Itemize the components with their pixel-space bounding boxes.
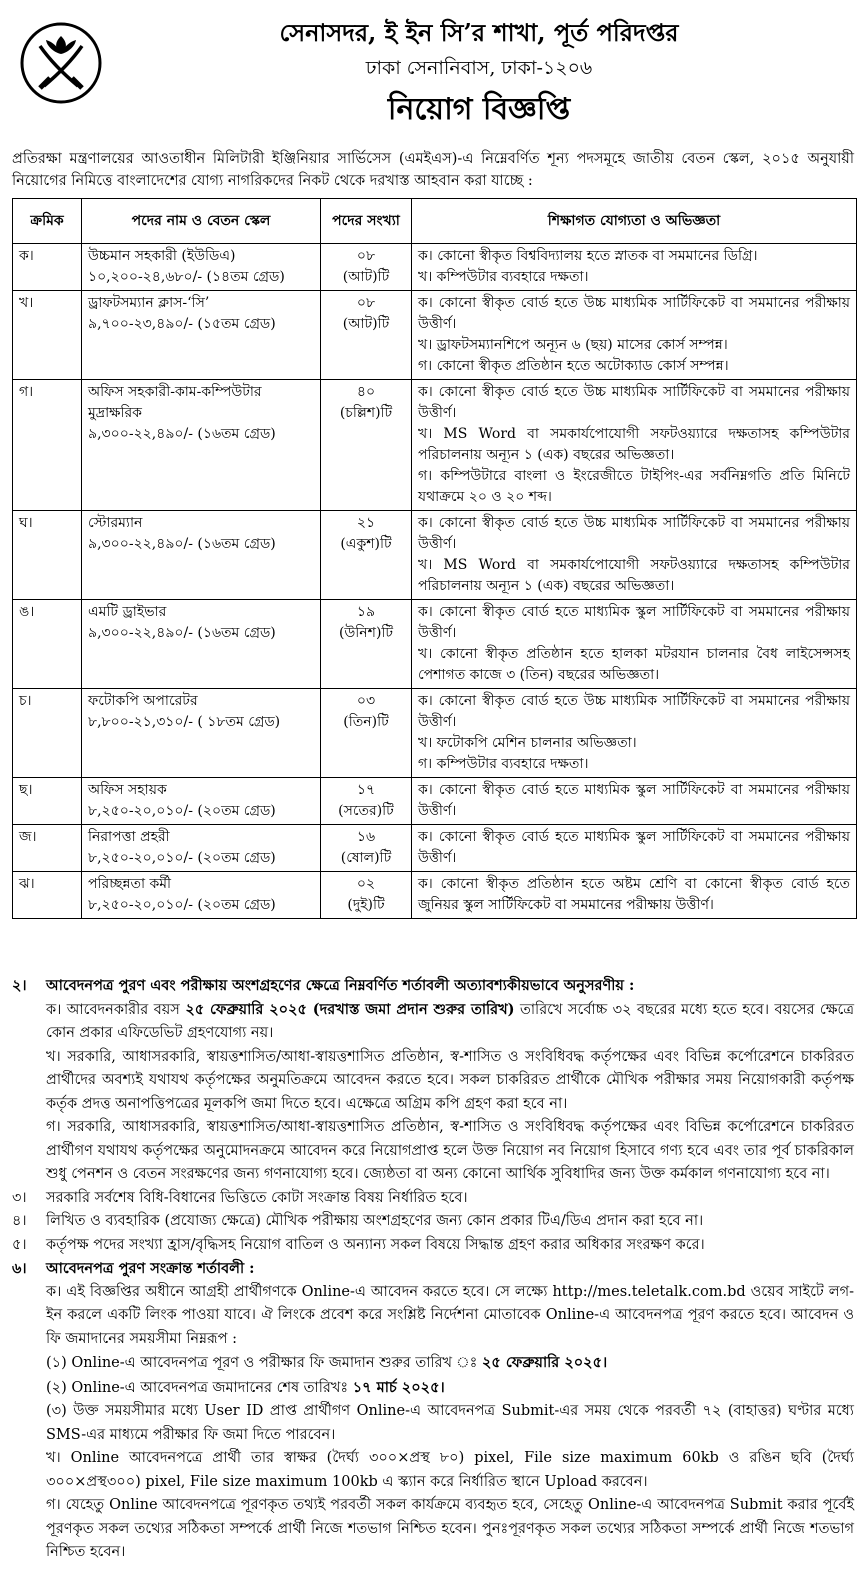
qualification-cell <box>412 825 857 872</box>
post-count-cell <box>321 291 412 380</box>
condition-6-kha: খ। Online আবেদনপত্রে প্রার্থী তার স্বাক্ষর (দৈর্ঘ্য ৩০০×প্রস্থ ৮০) pixel, File size maximum 60kb ও রঙিন ছবি (দৈর্ঘ্য ৩০০×প্রস্থ৩০০) pixel, File size maximum 100kb এ স্ক্যান করে নির্ধারিত স্থানে Upload করবেন। <box>46 1450 854 1490</box>
condition-6-ka-2: (২) Online-এ আবেদনপত্র জমাদানের শেষ তারিখঃ ১৭ মার্চ ২০২৫। <box>46 1378 445 1396</box>
post-count-words: (তিন)টি <box>343 714 389 730</box>
post-name-cell <box>82 825 321 872</box>
post-count: ০২ <box>356 876 376 892</box>
post-count-cell <box>321 600 412 689</box>
post-name: ফটোকপি অপারেটর <box>88 693 198 709</box>
qualification-cell <box>412 872 857 919</box>
qualification-item: গ। কম্পিউটারে বাংলা ও ইংরেজীতে টাইপিং-এর সর্বনিম্নগতি প্রতি মিনিটে যথাক্রমে ২০ ও ২০ শব্দ। <box>418 468 850 505</box>
conditions-section <box>12 974 854 1565</box>
row-serial: জ। <box>13 825 82 872</box>
table-row <box>13 872 857 919</box>
header-serial: ক্রমিক <box>13 199 82 244</box>
post-count-cell <box>321 244 412 291</box>
post-count: ১৯ <box>356 604 376 620</box>
post-count: ৪০ <box>356 384 376 400</box>
intro-paragraph: প্রতিরক্ষা মন্ত্রণালয়ের আওতাধীন মিলিটারী ইঞ্জিনিয়ার সার্ভিসেস (এমইএস)-এ নিম্নেবর্ণিত শূন্য পদসমূহে জাতীয় বেতন স্কেল, ২০১৫ অনুযায়ী নিয়োগের নিমিত্তে বাংলাদেশের যোগ্য নাগরিকদের নিকট থেকে দরখাস্ত আহবান করা যাচ্ছে : <box>12 151 854 189</box>
table-row <box>13 778 857 825</box>
header-qualification: শিক্ষাগত যোগ্যতা ও অভিজ্ঞতা <box>412 199 857 244</box>
post-name: উচ্চমান সহকারী (ইউডিএ) <box>88 248 236 264</box>
condition-2-ka: ক। আবেদনকারীর বয়স ২৫ ফেব্রুয়ারি ২০২৫ (দরখাস্ত জমা প্রদান শুরুর তারিখ) তারিখে সর্বোচ্চ ৩২ বছরের মধ্যে হতে হবে। বয়সের ক্ষেত্রে কোন প্রকার এফিডেভিট গ্রহণযোগ্য নয়। <box>46 1000 854 1041</box>
qualification-item: খ। কম্পিউটার ব্যবহারে দক্ষতা। <box>418 269 589 285</box>
row-serial: ক। <box>13 244 82 291</box>
table-row <box>13 380 857 511</box>
header-post-count: পদের সংখ্যা <box>321 199 412 244</box>
qualification-cell <box>412 778 857 825</box>
post-name-cell <box>82 872 321 919</box>
qualification-cell <box>412 600 857 689</box>
qualification-cell <box>412 689 857 778</box>
table-row <box>13 689 857 778</box>
post-name-cell <box>82 511 321 600</box>
qualification-cell <box>412 244 857 291</box>
post-name-cell <box>82 689 321 778</box>
header-post-name: পদের নাম ও বেতন স্কেল <box>82 199 321 244</box>
qualification-item: খ। MS Word বা সমকার্যপোযোগী সফটওয়্যারে দক্ষতাসহ কম্পিউটার পরিচালনায় অন্যূন ১ (এক) বছরের অভিজ্ঞতা। <box>418 557 850 594</box>
page-title: নিয়োগ বিজ্ঞপ্তি <box>387 92 571 127</box>
row-serial: ছ। <box>13 778 82 825</box>
table-row <box>13 291 857 380</box>
condition-6-ka-3: (৩) উক্ত সময়সীমার মধ্যে User ID প্রাপ্ত প্রার্থীগণ Online-এ আবেদনপত্র Submit-এর সময় থেকে পরবর্তী ৭২ (বাহাত্তর) ঘণ্টার মধ্যে SMS-এর মাধ্যমে পরীক্ষার ফি জমা দিতে পারবেন। <box>46 1403 854 1443</box>
post-count: ১৬ <box>356 829 376 845</box>
post-count-cell <box>321 778 412 825</box>
section-3: ৩। সরকারি সর্বশেষ বিধি-বিধানের ভিত্তিতে কোটা সংক্রান্ত বিষয় নির্ধারিত হবে। <box>12 1189 468 1206</box>
row-serial: চ। <box>13 689 82 778</box>
pay-scale: ৯,৭০০-২৩,৪৯০/- (১৫তম গ্রেড) <box>88 316 276 332</box>
row-serial: ঙ। <box>13 600 82 689</box>
organization-name: সেনাসদর, ই ইন সি’র শাখা, পূর্ত পরিদপ্তর <box>279 18 679 47</box>
qualification-item: খ। ড্রাফটসম্যানশিপে অন্যূন ৬ (ছয়) মাসের কোর্স সম্পন্ন। <box>418 337 728 353</box>
pay-scale: ৯,৩০০-২২,৪৯০/- (১৬তম গ্রেড) <box>88 536 276 552</box>
qualification-item: ক। কোনো স্বীকৃত বোর্ড হতে মাধ্যমিক স্কুল সার্টিফিকেট বা সমমানের পরীক্ষায় উত্তীর্ণ। <box>418 604 850 641</box>
qualification-item: গ। কম্পিউটার ব্যবহারে দক্ষতা। <box>418 756 589 772</box>
qualification-item: ক। কোনো স্বীকৃত বোর্ড হতে উচ্চ মাধ্যমিক সার্টিফিকেট বা সমমানের পরীক্ষায় উত্তীর্ণ। <box>418 515 850 552</box>
pay-scale: ৮,২৫০-২০,০১০/- (২০তম গ্রেড) <box>88 897 276 913</box>
table-row <box>13 825 857 872</box>
post-name-cell <box>82 380 321 511</box>
post-count-words: (সতের)টি <box>338 803 394 819</box>
table-header-row <box>13 199 857 244</box>
pay-scale: ৮,২৫০-২০,০১০/- (২০তম গ্রেড) <box>88 803 276 819</box>
pay-scale: ৮,৮০০-২১,৩১০/- ( ১৮তম গ্রেড) <box>88 714 281 730</box>
post-name-cell <box>82 600 321 689</box>
qualification-cell <box>412 511 857 600</box>
post-count: ০৮ <box>356 248 376 264</box>
qualification-item: খ। MS Word বা সমকার্যপোযোগী সফটওয়্যারে দক্ষতাসহ কম্পিউটার পরিচালনায় অন্যূন ১ (এক) বছরের অভিজ্ঞতা। <box>418 426 850 463</box>
post-name-cell <box>82 244 321 291</box>
condition-2-kha: খ। সরকারি, আধাসরকারি, স্বায়ত্তশাসিত/আধা-স্বায়ত্তশাসিত প্রতিষ্ঠান, স্ব-শাসিত ও সংবিধিবদ্ধ কর্তৃপক্ষের এবং বিভিন্ন কর্পোরেশনে চাকরিরত প্রার্থীদের অবশ্যই যথাযথ কর্তৃপক্ষের অনুমতিক্রমে আবেদন করতে হবে। সকল চাকরিরত প্রার্থীকে মৌখিক পরীক্ষার সময় নিয়োগকারী কর্তৃপক্ষ কর্তৃক প্রদত্ত অনাপত্তিপত্রের মূলকপি জমা দিতে হবে। এক্ষেত্রে অগ্রিম কপি গ্রহণ করা হবে না। <box>46 1048 854 1112</box>
condition-6-ga: গ। যেহেতু Online আবেদনপত্রে পূরণকৃত তথ্যই পরবর্তী সকল কার্যক্রমে ব্যবহৃত হবে, সেহেতু Online-এ আবেদনপত্র Submit করার পূর্বেই পূরণকৃত সকল তথ্যের সঠিকতা সম্পর্কে প্রার্থী নিজে শতভাগ নিশ্চিত হবেন। পুনঃপূরণকৃত সকল তথ্যের সঠিকতা সম্পর্কে প্রার্থী নিজে শতভাগ নিশ্চিত হবেন। <box>46 1497 854 1560</box>
post-count: ০৮ <box>356 295 376 311</box>
post-count-cell <box>321 825 412 872</box>
row-serial: ঝ। <box>13 872 82 919</box>
post-name: নিরাপত্তা প্রহরী <box>88 829 170 845</box>
post-name: পরিচ্ছন্নতা কর্মী <box>88 876 172 892</box>
pay-scale: ৮,২৫০-২০,০১০/- (২০তম গ্রেড) <box>88 850 276 866</box>
post-count: ১৭ <box>356 782 376 798</box>
qualification-item: গ। কোনো স্বীকৃত প্রতিষ্ঠান হতে অটোক্যাড কোর্স সম্পন্ন। <box>418 358 729 374</box>
post-name: ড্রাফটসম্যান ক্লাস-‘সি’ <box>88 295 210 311</box>
pay-scale: ৯,৩০০-২২,৪৯০/- (১৬তম গ্রেড) <box>88 426 276 442</box>
condition-6-ka-1: (১) Online-এ আবেদনপত্র পূরণ ও পরীক্ষার ফি জমাদান শুরুর তারিখ ঃ ২৫ ফেব্রুয়ারি ২০২৫। <box>46 1354 608 1371</box>
post-name: অফিস সহকারী-কাম-কম্পিউটার মুদ্রাক্ষরিক <box>88 384 262 421</box>
post-count-words: (আট)টি <box>342 269 390 285</box>
post-count-cell <box>321 511 412 600</box>
post-count-cell <box>321 689 412 778</box>
table-row <box>13 244 857 291</box>
qualification-cell <box>412 380 857 511</box>
qualification-item: ক। কোনো স্বীকৃত বোর্ড হতে উচ্চ মাধ্যমিক সার্টিফিকেট বা সমমানের পরীক্ষায় উত্তীর্ণ। <box>418 295 850 332</box>
crossed-swords-emblem-icon <box>20 22 102 104</box>
vacancy-table <box>12 198 857 919</box>
qualification-item: ক। কোনো স্বীকৃত বোর্ড হতে উচ্চ মাধ্যমিক সার্টিফিকেট বা সমমানের পরীক্ষায় উত্তীর্ণ। <box>418 384 850 421</box>
row-serial: ঘ। <box>13 511 82 600</box>
post-count-words: (দুই)টি <box>347 897 385 913</box>
section-2-heading: ২। আবেদনপত্র পুরণ এবং পরীক্ষায় অংশগ্রহণের ক্ষেত্রে নিম্নবর্ণিত শর্তাবলী অত্যাবশ্যকীয়ভাবে অনুসরণীয় : <box>12 977 635 994</box>
row-serial: গ। <box>13 380 82 511</box>
post-count-words: (উনিশ)টি <box>338 625 394 641</box>
post-count: ০৩ <box>356 693 376 709</box>
qualification-item: ক। কোনো স্বীকৃত প্রতিষ্ঠান হতে অষ্টম শ্রেণি বা কোনো স্বীকৃত বোর্ড হতে জুনিয়র স্কুল সার্টিফিকেট বা সমমানের পরীক্ষায় উত্তীর্ণ। <box>418 876 850 913</box>
qualification-item: খ। ফটোকপি মেশিন চালনার অভিজ্ঞতা। <box>418 735 637 751</box>
condition-6-ka: ক। এই বিজ্ঞপ্তির অধীনে আগ্রহী প্রার্থীগণকে Online-এ আবেদন করতে হবে। সে লক্ষ্যে http://mes.teletalk.com.bd ওয়েব সাইটে লগ-ইন করলে একটি লিংক পাওয়া যাবে। ঐ লিংকে প্রবেশ করে সংশ্লিষ্ট নির্দেশনা মোতাবেক Online-এ আবেদনপত্র পূরণ করতে হবে। আবেদন ও ফি জমাদানের সময়সীমা নিম্নরূপ : <box>46 1283 854 1347</box>
post-count-cell <box>321 380 412 511</box>
qualification-item: ক। কোনো স্বীকৃত বিশ্ববিদ্যালয় হতে স্নাতক বা সমমানের ডিগ্রি। <box>418 248 758 264</box>
post-name: স্টোরম্যান <box>88 515 143 531</box>
table-row <box>13 600 857 689</box>
post-count-words: (চল্লিশ)টি <box>339 405 393 421</box>
post-name: অফিস সহায়ক <box>88 782 167 798</box>
qualification-item: ক। কোনো স্বীকৃত বোর্ড হতে উচ্চ মাধ্যমিক সার্টিফিকেট বা সমমানের পরীক্ষায় উত্তীর্ণ। <box>418 693 850 730</box>
qualification-item: খ। কোনো স্বীকৃত প্রতিষ্ঠান হতে হালকা মটরযান চালনার বৈধ লাইসেন্সসহ পেশাগত কাজে ৩ (তিন) বছরের অভিজ্ঞতা। <box>418 646 850 683</box>
post-name-cell <box>82 291 321 380</box>
qualification-item: ক। কোনো স্বীকৃত বোর্ড হতে মাধ্যমিক স্কুল সার্টিফিকেট বা সমমানের পরীক্ষায় উত্তীর্ণ। <box>418 782 850 819</box>
qualification-item: ক। কোনো স্বীকৃত বোর্ড হতে মাধ্যমিক স্কুল সার্টিফিকেট বা সমমানের পরীক্ষায় উত্তীর্ণ। <box>418 829 850 866</box>
post-count-words: (একুশ)টি <box>340 536 392 552</box>
pay-scale: ৯,৩০০-২২,৪৯০/- (১৬তম গ্রেড) <box>88 625 276 641</box>
table-row <box>13 511 857 600</box>
section-6-heading: ৬। আবেদনপত্র পুরণ সংক্রান্ত শর্তাবলী : <box>12 1260 255 1277</box>
post-name: এমটি ড্রাইভার <box>88 604 167 620</box>
post-count-cell <box>321 872 412 919</box>
qualification-cell <box>412 291 857 380</box>
post-count: ২১ <box>356 515 376 531</box>
section-5: ৫। কর্তৃপক্ষ পদের সংখ্যা হ্রাস/বৃদ্ধিসহ নিয়োগ বাতিল ও অন্যান্য সকল বিষয়ে সিদ্ধান্ত গ্রহণ করার অধিকার সংরক্ষণ করে। <box>12 1236 705 1253</box>
row-serial: খ। <box>13 291 82 380</box>
pay-scale: ১০,২০০-২৪,৬৮০/- (১৪তম গ্রেড) <box>88 269 285 285</box>
post-count-words: (ষোল)টি <box>340 850 392 866</box>
condition-2-ga: গ। সরকারি, আধাসরকারি, স্বায়ত্তশাসিত/আধা-স্বায়ত্তশাসিত প্রতিষ্ঠান, স্ব-শাসিত ও সংবিধিবদ্ধ কর্তৃপক্ষের এবং বিভিন্ন কর্পোরেশনে চাকরিরত প্রার্থীগণ যথাযথ কর্তৃপক্ষের অনুমোদনক্রমে আবেদন করে নিয়োগপ্রাপ্ত হলে উক্ত নিয়োগ নব নিয়োগ হিসাবে গণ্য হবে এবং তার পূর্ব চাকরিকাল শুধু পেনশন ও বেতন সংরক্ষণের জন্য গণনাযোগ্য হবে। জ্যেষ্ঠতা বা অন্য কোনো আর্থিক সুবিধাদির জন্য উক্ত কর্মকাল গণনাযোগ্য হবে না। <box>46 1119 854 1182</box>
document-header <box>0 0 868 130</box>
post-name-cell <box>82 778 321 825</box>
post-count-words: (আট)টি <box>342 316 390 332</box>
section-4: ৪। লিখিত ও ব্যবহারিক (প্রযোজ্য ক্ষেত্রে) মৌখিক পরীক্ষায় অংশগ্রহণের জন্য কোন প্রকার টিএ/ডিএ প্রদান করা হবে না। <box>12 1213 704 1229</box>
organization-address: ঢাকা সেনানিবাস, ঢাকা-১২০৬ <box>365 57 593 79</box>
